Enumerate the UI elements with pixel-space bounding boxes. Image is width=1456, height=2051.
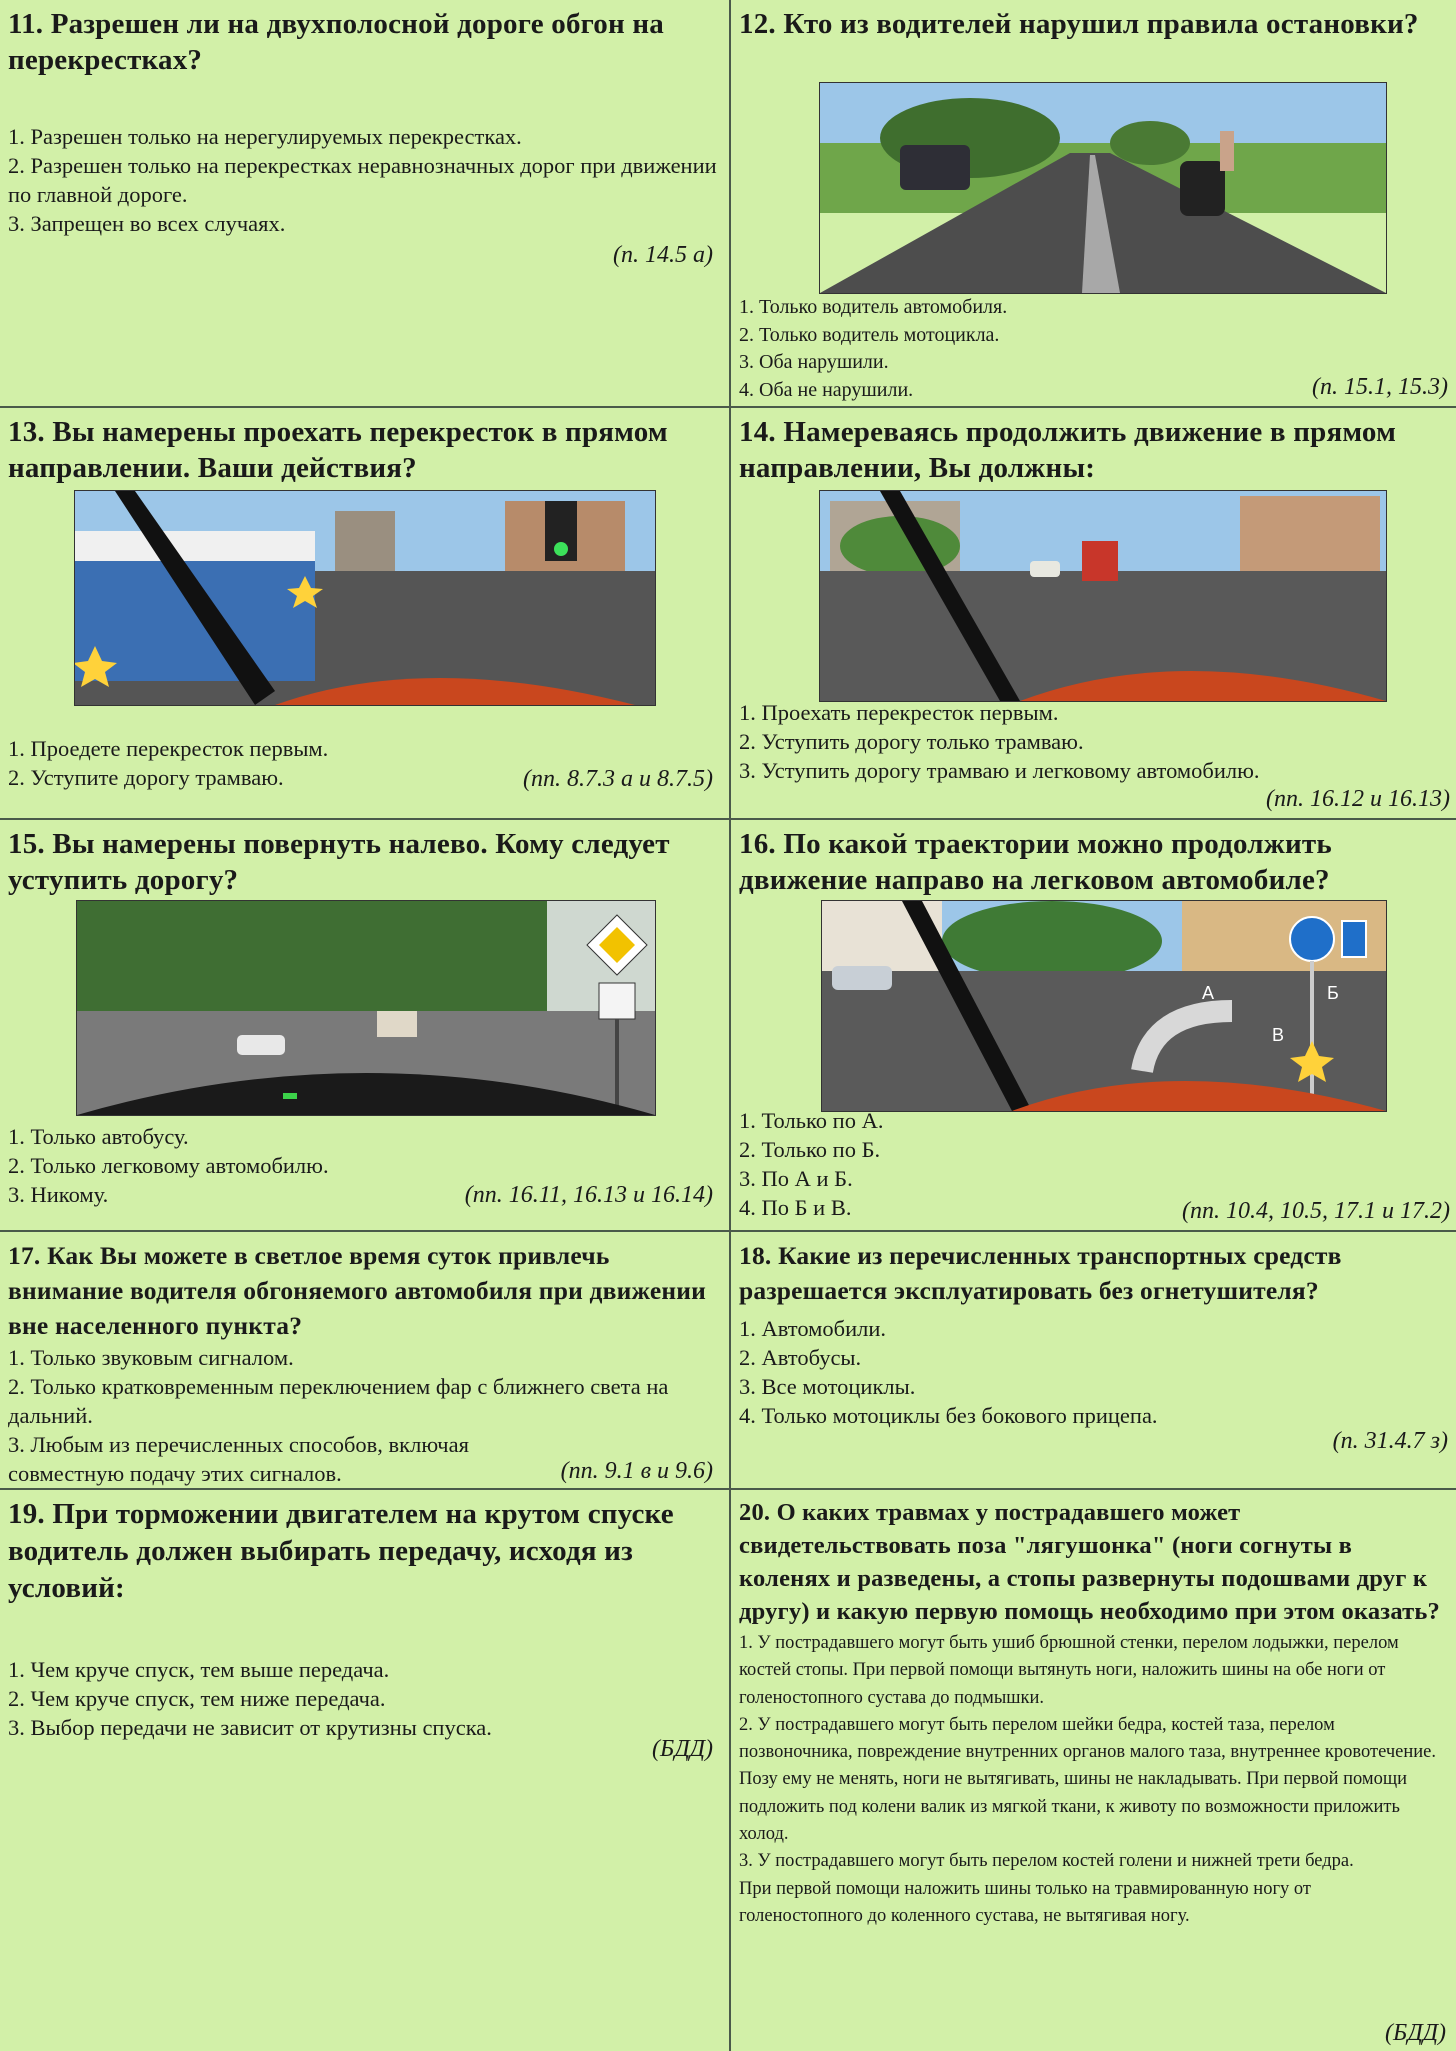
answer-option[interactable]: 2. Только водитель мотоцикла. <box>739 323 1000 346</box>
question-card-17 <box>0 1232 729 1488</box>
question-card-16 <box>731 820 1456 1230</box>
answer-option[interactable]: 4. Только мотоциклы без бокового прицепа. <box>739 1403 1158 1428</box>
trajectory-label-v: В <box>1272 1025 1285 1045</box>
rule-reference: (БДД) <box>652 1736 713 1762</box>
answer-option[interactable]: 1. Только автобусу. <box>8 1124 189 1149</box>
question-title: 14. Намереваясь продолжить движение в прямом направлении, Вы должны: <box>739 416 1397 484</box>
answer-option[interactable]: 2. Только по Б. <box>739 1137 881 1162</box>
rule-reference: (пп. 8.7.3 а и 8.7.5) <box>523 766 713 792</box>
answer-option[interactable]: 1. Разрешен только на нерегулируемых перекрестках. <box>8 124 522 149</box>
rule-reference: (п. 15.1, 15.3) <box>1312 374 1448 400</box>
question-title: 17. Как Вы можете в светлое время суток привлечь внимание водителя обгоняемого автомобиля при движении вне населенного пункта? <box>8 1241 707 1340</box>
question-title: 20. О каких травмах у пострадавшего может свидетельствовать поза "лягушонка" (ноги согнуты в коленях и разведены, а стопы развернуты подошвами друг к другу) и какую первую помощь необходимо при этом оказать? <box>739 1499 1440 1625</box>
question-title: 18. Какие из перечисленных транспортных средств разрешается эксплуатировать без огнетушителя? <box>739 1241 1342 1305</box>
answer-option[interactable]: 3. Никому. <box>8 1182 109 1207</box>
rule-reference: (п. 14.5 а) <box>613 242 713 268</box>
rule-reference: (п. 31.4.7 з) <box>1332 1428 1448 1454</box>
question-title: 15. Вы намерены повернуть налево. Кому следует уступить дорогу? <box>8 828 670 896</box>
answer-option[interactable]: 4. Оба не нарушили. <box>739 378 914 401</box>
question-card-13 <box>0 408 729 818</box>
answer-option[interactable]: 2. Уступить дорогу только трамваю. <box>739 729 1084 754</box>
rule-reference: (пп. 16.12 и 16.13) <box>1266 786 1450 812</box>
answer-option[interactable]: 1. Только звуковым сигналом. <box>8 1345 294 1370</box>
answer-option[interactable]: 3. Любым из перечисленных способов, включая совместную подачу этих сигналов. <box>8 1432 469 1486</box>
question-title: 19. При торможении двигателем на крутом спуске водитель должен выбирать передачу, исходя из условий: <box>8 1498 674 1604</box>
question-card-20 <box>731 1490 1456 2051</box>
answer-option[interactable]: 3. Запрещен во всех случаях. <box>8 211 286 236</box>
answer-option[interactable]: 3. Уступить дорогу трамваю и легковому автомобилю. <box>739 758 1260 783</box>
answer-option[interactable]: 1. Автомобили. <box>739 1316 887 1341</box>
question-card-12 <box>731 0 1456 406</box>
answer-option[interactable]: 2. Только легковому автомобилю. <box>8 1153 329 1178</box>
answer-option[interactable]: 1. Проедете перекресток первым. <box>8 736 329 761</box>
question-card-14 <box>731 408 1456 818</box>
intersection-photo <box>819 490 1387 702</box>
answer-option[interactable]: 3. Все мотоциклы. <box>739 1374 916 1399</box>
answer-option[interactable]: 4. По Б и В. <box>739 1195 852 1220</box>
answer-option[interactable]: 2. Уступите дорогу трамваю. <box>8 765 284 790</box>
left-turn-photo <box>76 900 656 1116</box>
question-title: 11. Разрешен ли на двухполосной дороге обгон на перекрестках? <box>8 8 664 76</box>
road-scene-photo <box>819 82 1387 294</box>
answer-option[interactable]: 1. Только по А. <box>739 1108 884 1133</box>
rule-reference: (пп. 16.11, 16.13 и 16.14) <box>464 1182 713 1208</box>
question-title: 16. По какой траектории можно продолжить движение направо на легковом автомобиле? <box>739 828 1332 896</box>
question-title: 12. Кто из водителей нарушил правила остановки? <box>739 8 1419 40</box>
answer-option[interactable]: 2. Автобусы. <box>739 1345 862 1370</box>
rule-reference: (пп. 10.4, 10.5, 17.1 и 17.2) <box>1182 1198 1450 1224</box>
answer-option[interactable]: 3. Выбор передачи не зависит от крутизны спуска. <box>8 1715 492 1740</box>
rule-reference: (БДД) <box>1385 2020 1446 2046</box>
answer-option[interactable]: 3. По А и Б. <box>739 1166 853 1191</box>
answer-option[interactable]: 2. Чем круче спуск, тем ниже передача. <box>8 1686 386 1711</box>
question-card-15 <box>0 820 729 1230</box>
answer-option[interactable]: 2. Разрешен только на перекрестках неравнозначных дорог при движении по главной дороге. <box>8 153 717 207</box>
question-card-11 <box>0 0 729 406</box>
question-card-19 <box>0 1490 729 2051</box>
answer-option[interactable]: 1. Только водитель автомобиля. <box>739 296 1008 318</box>
answer-option[interactable]: 3. У пострадавшего могут быть перелом костей голени и нижней трети бедра. При первой помощи наложить шины только на травмированную ногу от голеностопного до коленного сустава, не вытягивая ногу. <box>739 1851 1354 1926</box>
answer-option[interactable]: 2. Только кратковременным переключением фар с ближнего света на дальний. <box>8 1374 669 1428</box>
answer-option[interactable]: 2. У пострадавшего могут быть перелом шейки бедра, костей таза, перелом позвоночника, повреждение внутренних органов малого таза, внутреннее кровотечение. Позу ему не менять, ноги не вытягивать, шины не накладывать. При первой помощи подложить под колени валик из мягкой ткани, к животу по возможности приложить холод. <box>739 1714 1437 1845</box>
question-title: 13. Вы намерены проехать перекресток в прямом направлении. Ваши действия? <box>8 416 668 484</box>
right-turn-trajectory-photo <box>821 900 1387 1112</box>
trajectory-label-b: Б <box>1327 983 1339 1003</box>
answer-option[interactable]: 3. Оба нарушили. <box>739 351 889 373</box>
rule-reference: (пп. 9.1 в и 9.6) <box>560 1458 713 1484</box>
answer-option[interactable]: 1. У пострадавшего могут быть ушиб брюшной стенки, перелом лодыжки, перелом костей стопы. При первой помощи вытянуть ноги, наложить шины на обе ноги от голеностопного сустава до подмышки. <box>739 1633 1399 1708</box>
answer-option[interactable]: 1. Проехать перекресток первым. <box>739 700 1059 725</box>
trajectory-label-a: А <box>1202 983 1215 1003</box>
question-card-18 <box>731 1232 1456 1488</box>
intersection-tram-photo <box>74 490 656 706</box>
answer-option[interactable]: 1. Чем круче спуск, тем выше передача. <box>8 1657 390 1682</box>
